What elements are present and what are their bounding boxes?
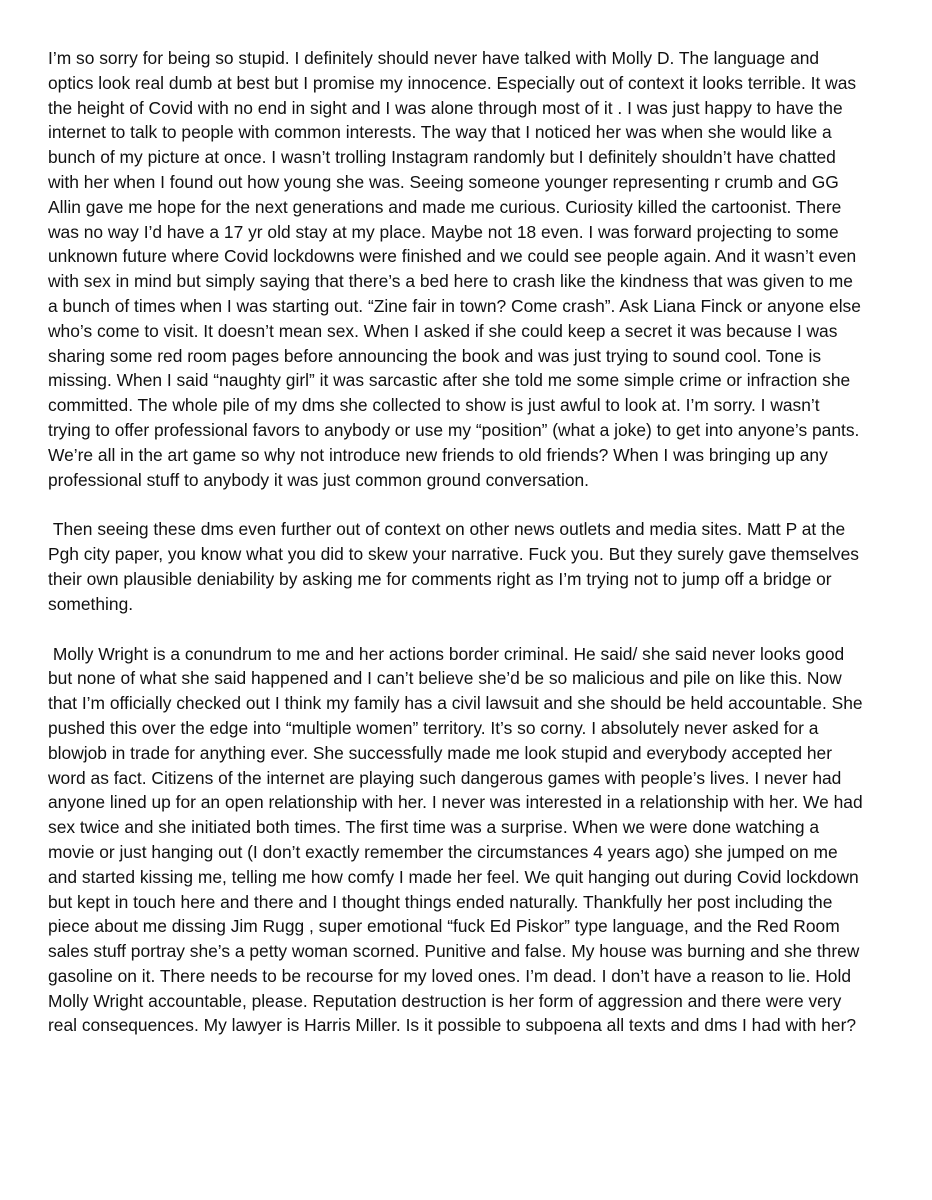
document-body	[48, 46, 866, 1038]
paragraph-3: Molly Wright is a conundrum to me and her actions border criminal. He said/ she said never looks good but none of what she said happened and I can’t believe she’d be so malicious and pile on like this. Now that I’m officially checked out I think my family has a civil lawsuit and she should be held accountable. She pushed this over the edge into “multiple women” territory. It’s so corny. I absolutely never asked for a blowjob in trade for anything ever. She successfully made me look stupid and everybody accepted her word as fact. Citizens of the internet are playing such dangerous games with people’s lives. I never had anyone lined up for an open relationship with her. I never was interested in a relationship with her. We had sex twice and she initiated both times. The first time was a surprise. When we were done watching a movie or just hanging out (I don’t exactly remember the circumstances 4 years ago) she jumped on me and started kissing me, telling me how comfy I made her feel. We quit hanging out during Covid lockdown but kept in touch here and there and I thought things ended naturally. Thankfully her post including the piece about me dissing Jim Rugg , super emotional “fuck Ed Piskor” type language, and the Red Room sales stuff portray she’s a petty woman scorned. Punitive and false. My house was burning and she threw gasoline on it. There needs to be recourse for my loved ones. I’m dead. I don’t have a reason to lie. Hold Molly Wright accountable, please. Reputation destruction is her form of aggression and there were very real consequences. My lawyer is Harris Miller. Is it possible to subpoena all texts and dms I had with her?	[48, 643, 868, 1036]
paragraph-1: I’m so sorry for being so stupid. I definitely should never have talked with Molly D. The language and optics look real dumb at best but I promise my innocence. Especially out of context it looks terrible. It was the height of Covid with no end in sight and I was alone through most of it . I was just happy to have the internet to talk to people with common interests. The way that I noticed her was when she would like a bunch of my picture at once. I wasn’t trolling Instagram randomly but I definitely shouldn’t have chatted with her when I found out how young she was. Seeing someone younger representing r crumb and GG Allin gave me hope for the next generations and made me curious. Curiosity killed the cartoonist. There was no way I’d have a 17 yr old stay at my place. Maybe not 18 even. I was forward projecting to some unknown future where Covid lockdowns were finished and we could see people again. And it wasn’t even with sex in mind but simply saying that there’s a bed here to crash like the kindness that was given to me a bunch of times when I was starting out. “Zine fair in town? Come crash”. Ask Liana Finck or anyone else who’s come to visit. It doesn’t mean sex. When I asked if she could keep a secret it was because I was sharing some red room pages before announcing the book and was just trying to sound cool. Tone is missing. When I said “naughty girl” it was sarcastic after she told me some simple crime or infraction she committed. The whole pile of my dms she collected to show is just awful to look at. I’m sorry. I wasn’t trying to offer professional favors to anybody or use my “position” (what a joke) to get into anyone’s pants. We’re all in the art game so why not introduce new friends to old friends? When I was bringing up any professional stuff to anybody it was just common ground conversation.	[48, 48, 866, 490]
paragraph-2: Then seeing these dms even further out of context on other news outlets and media sites. Matt P at the Pgh city paper, you know what you did to skew your narrative. Fuck you. But they surely gave themselves their own plausible deniability by asking me for comments right as I’m trying not to jump off a bridge or something.	[48, 519, 864, 614]
